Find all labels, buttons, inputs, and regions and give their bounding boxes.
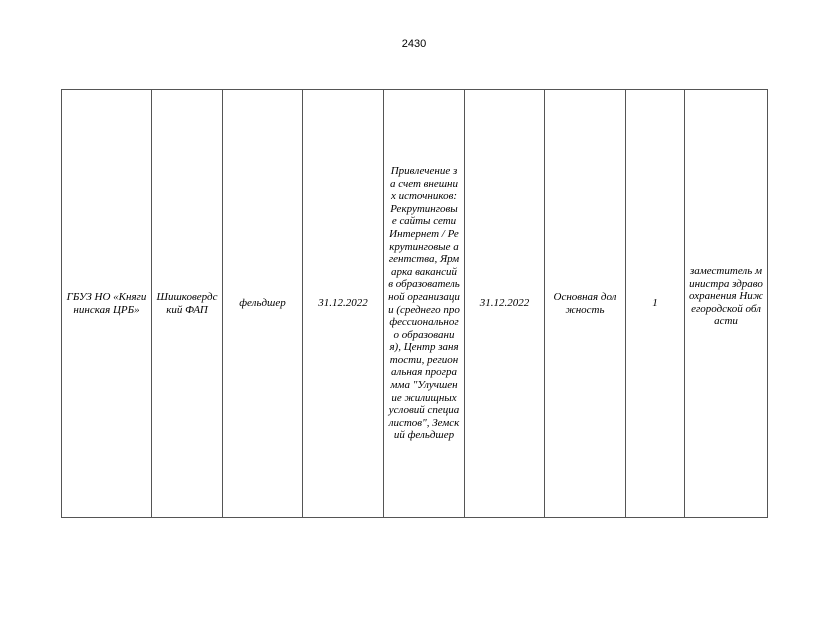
cell-position-type: Основная должность [545, 90, 626, 518]
table-row [62, 90, 768, 518]
cell-position: фельдшер [223, 90, 303, 518]
cell-count: 1 [626, 90, 685, 518]
cell-target-date: 31.12.2022 [465, 90, 545, 518]
page-number: 2430 [401, 38, 427, 50]
staffing-table [61, 89, 768, 518]
cell-responsible: заместитель министра здравоохранения Нижегородской области [685, 90, 768, 518]
cell-deadline-date: 31.12.2022 [303, 90, 384, 518]
cell-recruitment-sources: Привлечение за счет внешних источников: Рекрутинговые сайты сети Интернет / Рекрутинговые агентства, Ярмарка вакансий в образовательной организации (среднего профессионального образования), Центр занятости, региональная программа "Улучшение жилищных условий специалистов", Земский фельдшер [384, 90, 465, 518]
cell-organization: ГБУЗ НО «Княгининская ЦРБ» [62, 90, 152, 518]
cell-unit: Шишковердский ФАП [152, 90, 223, 518]
